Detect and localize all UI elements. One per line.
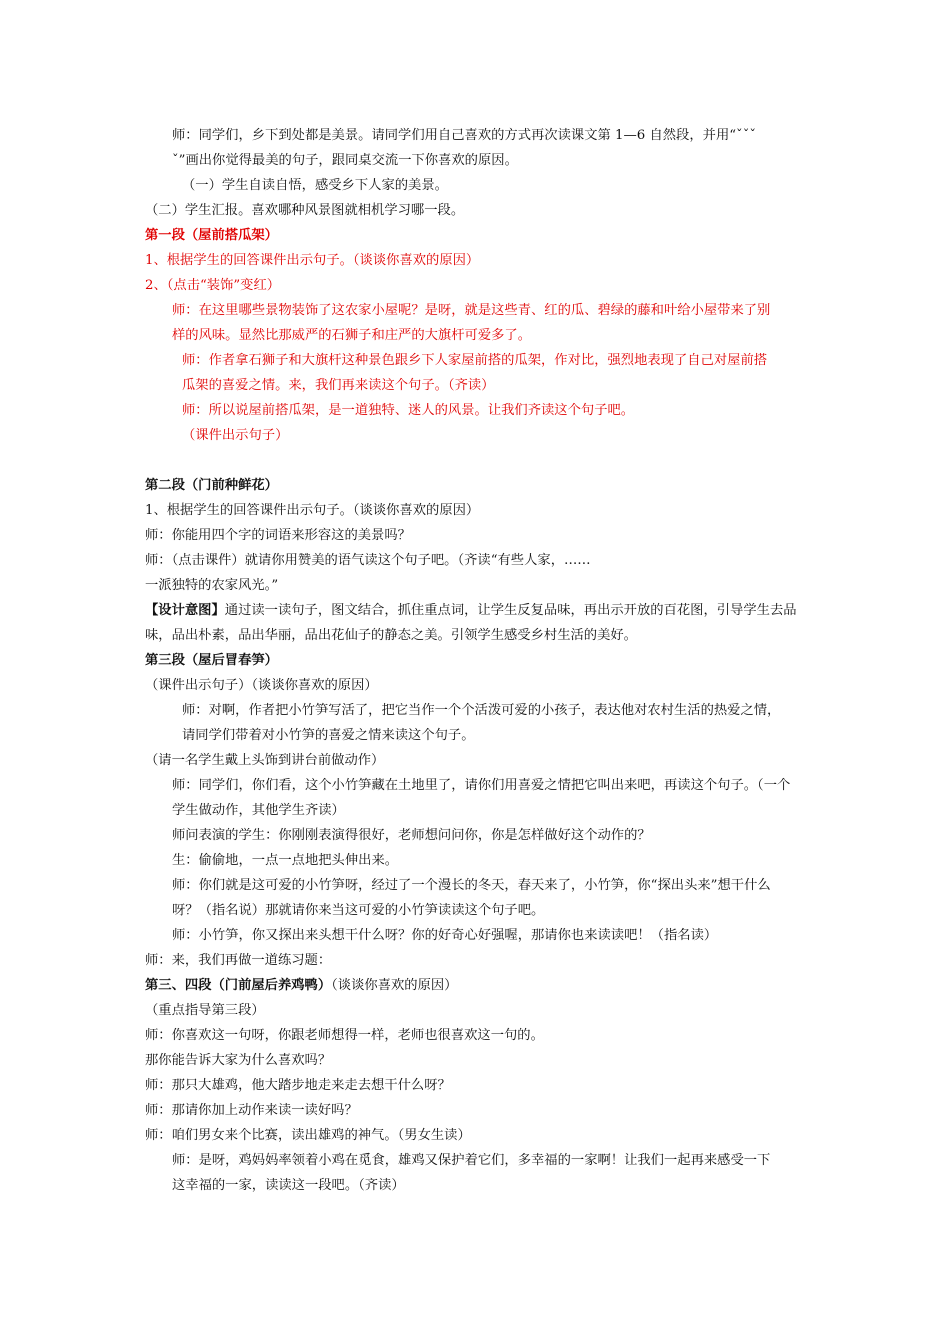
paragraph-line: 师：是呀，鸡妈妈率领着小鸡在觅食，雄鸡又保护着它们，多幸福的一家啊！让我们一起再来感受一下 (172, 1153, 771, 1168)
paragraph-line: 师：那请你加上动作来读一读好吗？ (145, 1103, 358, 1118)
paragraph-line: 那你能告诉大家为什么喜欢吗？ (145, 1053, 332, 1068)
paragraph-line: ˇ”画出你觉得最美的句子，跟同桌交流一下你喜欢的原因。 (172, 153, 518, 168)
paragraph-line: （课件出示句子） (182, 428, 289, 443)
section-heading: 第一段（屋前搭瓜架） (145, 228, 278, 243)
paragraph-line: 样的风味。显然比那威严的石狮子和庄严的大旗杆可爱多了。 (172, 328, 532, 343)
paragraph-line: 师：来，我们再做一道练习题： (145, 953, 332, 968)
paragraph-line: 师：对啊，作者把小竹笋写活了，把它当作一个个活泼可爱的小孩子，表达他对农村生活的热爱之情， (182, 703, 781, 718)
paragraph-line: 师：那只大雄鸡，他大踏步地走来走去想干什么呀？ (145, 1078, 451, 1093)
paragraph-line: 生：偷偷地，一点一点地把头伸出来。 (172, 853, 399, 868)
section-heading-line (145, 976, 457, 996)
section-heading-note: （谈谈你喜欢的原因） (331, 978, 458, 993)
paragraph-line: （重点指导第三段） (145, 1003, 265, 1018)
paragraph-line: 1、根据学生的回答课件出示句子。（谈谈你喜欢的原因） (145, 253, 480, 268)
paragraph-line: 师：同学们，乡下到处都是美景。请同学们用自己喜欢的方式再次读课文第 1—6 自然段，并用“ˇˇˇ (172, 128, 756, 143)
section-heading: 第二段（门前种鲜花） (145, 478, 278, 493)
paragraph-line: （二）学生汇报。喜欢哪种风景图就相机学习哪一段。 (145, 203, 465, 218)
paragraph-line: 呀？（指名说）那就请你来当这可爱的小竹笋读读这个句子吧。 (172, 903, 545, 918)
paragraph-line: 师问表演的学生：你刚刚表演得很好，老师想问问你，你是怎样做好这个动作的？ (172, 828, 651, 843)
paragraph-line: 师：小竹笋，你又探出来头想干什么呀？你的好奇心好强喔，那请你也来读读吧！（指名读） (172, 928, 718, 943)
paragraph-line: 师：在这里哪些景物装饰了这农家小屋呢？是呀，就是这些青、红的瓜、碧绿的藤和叶给小屋带来了别 (172, 303, 771, 318)
paragraph-line: 师：你们就是这可爱的小竹笋呀，经过了一个漫长的冬天，春天来了，小竹笋，你“探出头来”想干什么 (172, 878, 771, 893)
paragraph-line: 2、（点击“装饰”变红） (145, 278, 281, 293)
paragraph-line: 师：你能用四个字的词语来形容这的美景吗？ (145, 528, 411, 543)
paragraph-line: 师：（点击课件）就请你用赞美的语气读这个句子吧。（齐读“有些人家，…… (145, 553, 591, 568)
design-intent-line (145, 601, 797, 621)
section-heading: 第三、四段（门前屋后养鸡鸭） (145, 978, 332, 993)
paragraph-line: 师：作者拿石狮子和大旗杆这种景色跟乡下人家屋前搭的瓜架，作对比，强烈地表现了自己对屋前搭 (182, 353, 768, 368)
paragraph-line: 这幸福的一家，读读这一段吧。（齐读） (172, 1178, 405, 1193)
paragraph-line: 师：你喜欢这一句呀，你跟老师想得一样，老师也很喜欢这一句的。 (145, 1028, 544, 1043)
paragraph-line: 学生做动作，其他学生齐读） (172, 803, 345, 818)
section-heading: 第三段（屋后冒春笋） (145, 653, 278, 668)
paragraph-line: 味，品出朴素，品出华丽，品出花仙子的静态之美。引领学生感受乡村生活的美好。 (145, 628, 637, 643)
design-intent-text: 通过读一读句子，图文结合，抓住重点词，让学生反复品味，再出示开放的百花图，引导学生去品 (224, 603, 797, 618)
paragraph-line: 师：咱们男女来个比赛，读出雄鸡的神气。（男女生读） (145, 1128, 471, 1143)
paragraph-line: 一派独特的农家风光。” (145, 578, 279, 593)
paragraph-line: 师：所以说屋前搭瓜架，是一道独特、迷人的风景。让我们齐读这个句子吧。 (182, 403, 635, 418)
paragraph-line: （请一名学生戴上头饰到讲台前做动作） (145, 753, 385, 768)
paragraph-line: 1、根据学生的回答课件出示句子。（谈谈你喜欢的原因） (145, 503, 480, 518)
design-intent-label: 【设计意图】 (145, 603, 225, 618)
paragraph-line: 瓜架的喜爱之情。来，我们再来读这个句子。（齐读） (182, 378, 495, 393)
paragraph-line: （课件出示句子）（谈谈你喜欢的原因） (145, 678, 378, 693)
paragraph-line: 师：同学们，你们看，这个小竹笋藏在土地里了，请你们用喜爱之情把它叫出来吧，再读这个句子。（一个 (172, 778, 791, 793)
paragraph-line: 请同学们带着对小竹笋的喜爱之情来读这个句子。 (182, 728, 475, 743)
paragraph-line: （一）学生自读自悟，感受乡下人家的美景。 (182, 178, 448, 193)
